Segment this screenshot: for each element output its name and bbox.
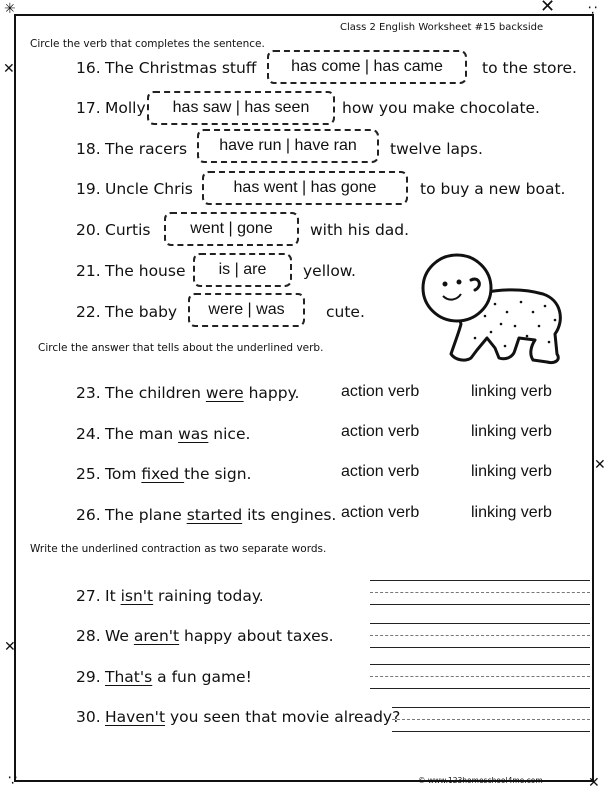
underlined-contraction: That's — [105, 668, 153, 686]
option-linking-verb[interactable]: linking verb — [471, 463, 552, 480]
sentence-start: The Christmas stuff — [105, 59, 257, 77]
sentence-text: the sign. — [184, 465, 252, 483]
verb-choice-box[interactable]: were | was — [188, 293, 305, 327]
verb-choice-box[interactable]: have run | have ran — [197, 129, 379, 163]
option-action-verb[interactable]: action verb — [341, 423, 420, 440]
guide-line — [370, 635, 590, 636]
sentence-start: The baby — [105, 303, 178, 321]
underlined-contraction: isn't — [120, 587, 154, 605]
item-number: 25. — [76, 465, 101, 483]
sentence-text: The plane — [105, 506, 187, 524]
item-number: 26. — [76, 506, 101, 524]
verb-choice-box[interactable]: has saw | has seen — [147, 91, 335, 125]
sentence-text: raining today. — [153, 587, 264, 605]
sentence — [105, 627, 334, 645]
sentence-text: The children — [105, 384, 206, 402]
section1-instruction: Circle the verb that completes the sentence. — [30, 38, 265, 50]
sentence-text: its engines. — [242, 506, 337, 524]
sentence-end: twelve laps. — [390, 140, 483, 158]
item-number: 30. — [76, 708, 101, 726]
item-number: 24. — [76, 425, 101, 443]
worksheet-title: Class 2 English Worksheet #15 backside — [340, 22, 544, 33]
sentence-end: to the store. — [482, 59, 577, 77]
answer-line[interactable] — [370, 688, 590, 689]
sentence — [105, 708, 400, 726]
sentence-end: yellow. — [303, 262, 356, 280]
guide-line — [370, 676, 590, 677]
item-number: 17. — [76, 99, 101, 117]
sparkle-icon: ✕ — [540, 0, 556, 17]
sentence — [105, 668, 252, 686]
underlined-verb: was — [178, 425, 209, 443]
verb-choice-box[interactable]: has went | has gone — [202, 171, 408, 205]
sentence-start: Curtis — [105, 221, 151, 239]
answer-line[interactable] — [370, 604, 590, 605]
item-number: 22. — [76, 303, 101, 321]
sentence-end: cute. — [326, 303, 365, 321]
sentence-text: nice. — [208, 425, 251, 443]
sentence-text: We — [105, 627, 134, 645]
option-linking-verb[interactable]: linking verb — [471, 504, 552, 521]
verb-choice-box[interactable]: has come | has came — [267, 50, 467, 84]
underlined-verb: fixed — [141, 465, 185, 483]
underlined-contraction: Haven't — [105, 708, 166, 726]
item-number: 16. — [76, 59, 101, 77]
sentence — [105, 465, 251, 483]
underlined-verb: started — [186, 506, 243, 524]
item-number: 20. — [76, 221, 101, 239]
option-linking-verb[interactable]: linking verb — [471, 383, 552, 400]
sentence-end: with his dad. — [310, 221, 410, 239]
option-action-verb[interactable]: action verb — [341, 383, 420, 400]
verb-choice-box[interactable]: went | gone — [164, 212, 299, 246]
sparkle-icon: ✳ — [4, 1, 16, 17]
sentence-start: The house — [105, 262, 186, 280]
answer-line[interactable] — [370, 664, 590, 665]
section3-instruction: Write the underlined contraction as two separate words. — [30, 543, 327, 555]
sentence-start: Uncle Chris — [105, 180, 193, 198]
sentence-text: you seen that movie already? — [165, 708, 401, 726]
sparkle-icon: ✕ — [588, 775, 600, 791]
answer-line[interactable] — [392, 731, 590, 732]
guide-line — [370, 592, 590, 593]
underlined-contraction: aren't — [133, 627, 180, 645]
answer-line[interactable] — [370, 580, 590, 581]
item-number: 21. — [76, 262, 101, 280]
item-number: 18. — [76, 140, 101, 158]
sentence-end: to buy a new boat. — [420, 180, 566, 198]
sparkle-icon: ✕ — [3, 61, 15, 77]
sentence-text: It — [105, 587, 121, 605]
sentence — [105, 425, 250, 443]
option-action-verb[interactable]: action verb — [341, 463, 420, 480]
option-action-verb[interactable]: action verb — [341, 504, 420, 521]
guide-line — [392, 719, 590, 720]
sentence — [105, 384, 299, 402]
sentence-start: The racers — [105, 140, 188, 158]
answer-line[interactable] — [370, 647, 590, 648]
sparkle-icon: ∵ — [588, 3, 597, 19]
sentence — [105, 587, 264, 605]
sparkle-icon: ✕ — [4, 639, 16, 655]
copyright: © www.123homeschool4me.com — [418, 776, 543, 785]
sentence-start: Molly — [105, 99, 146, 117]
item-number: 28. — [76, 627, 101, 645]
sentence-end: how you make chocolate. — [342, 99, 540, 117]
sentence-text: The man — [105, 425, 179, 443]
option-linking-verb[interactable]: linking verb — [471, 423, 552, 440]
sentence-text: Tom — [105, 465, 142, 483]
item-number: 29. — [76, 668, 101, 686]
item-number: 27. — [76, 587, 101, 605]
sentence-text: happy. — [243, 384, 300, 402]
sparkle-icon: ✕ — [594, 457, 606, 473]
sparkle-icon: ∵ — [8, 773, 17, 789]
item-number: 19. — [76, 180, 101, 198]
sentence — [105, 506, 336, 524]
sentence-text: happy about taxes. — [179, 627, 334, 645]
item-number: 23. — [76, 384, 101, 402]
answer-line[interactable] — [370, 623, 590, 624]
underlined-verb: were — [205, 384, 244, 402]
verb-choice-box[interactable]: is | are — [193, 253, 292, 287]
crawling-baby-icon — [415, 242, 575, 370]
sentence-text: a fun game! — [152, 668, 252, 686]
section2-instruction: Circle the answer that tells about the underlined verb. — [38, 342, 324, 354]
answer-line[interactable] — [392, 707, 590, 708]
